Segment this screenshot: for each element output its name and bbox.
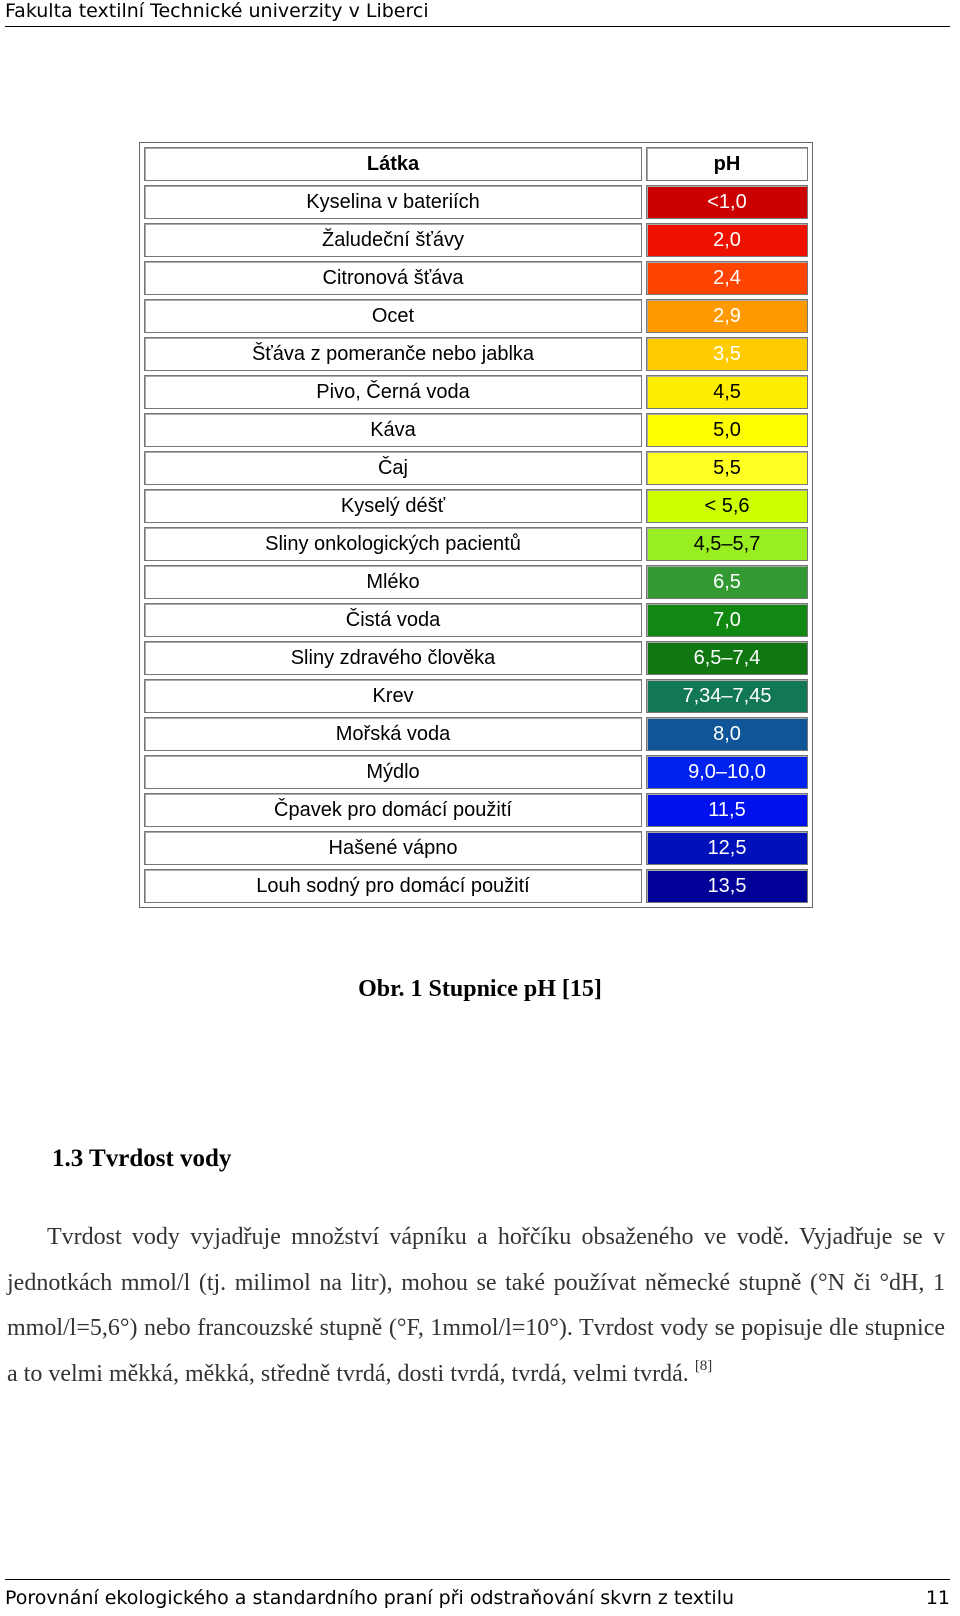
substance-cell: Mořská voda — [144, 717, 642, 751]
table-row — [144, 527, 808, 561]
page-footer — [5, 1579, 950, 1610]
ph-value-cell: 7,34–7,45 — [646, 679, 808, 713]
table-row — [144, 679, 808, 713]
table-row — [144, 717, 808, 751]
reference-marker: [8] — [694, 1357, 713, 1374]
ph-value-cell: 11,5 — [646, 793, 808, 827]
ph-value-cell: 9,0–10,0 — [646, 755, 808, 789]
substance-cell: Čistá voda — [144, 603, 642, 637]
substance-cell: Hašené vápno — [144, 831, 642, 865]
substance-cell: Sliny onkologických pacientů — [144, 527, 642, 561]
ph-value-cell: 3,5 — [646, 337, 808, 371]
table-row — [144, 755, 808, 789]
body-text — [7, 1215, 945, 1397]
table-row — [144, 337, 808, 371]
table-row — [144, 603, 808, 637]
column-header-ph: pH — [646, 147, 808, 181]
substance-cell: Mýdlo — [144, 755, 642, 789]
table-row — [144, 413, 808, 447]
page-number: 11 — [925, 1587, 950, 1609]
table-row — [144, 489, 808, 523]
table-row — [144, 869, 808, 903]
substance-cell: Louh sodný pro domácí použití — [144, 869, 642, 903]
substance-cell: Žaludeční šťávy — [144, 223, 642, 257]
substance-cell: Čaj — [144, 451, 642, 485]
ph-value-cell: 5,0 — [646, 413, 808, 447]
ph-value-cell: < 5,6 — [646, 489, 808, 523]
substance-cell: Sliny zdravého člověka — [144, 641, 642, 675]
table-row — [144, 299, 808, 333]
ph-value-cell: 6,5–7,4 — [646, 641, 808, 675]
substance-cell: Krev — [144, 679, 642, 713]
ph-value-cell: 2,0 — [646, 223, 808, 257]
paragraph — [7, 1215, 945, 1397]
ph-value-cell: 2,9 — [646, 299, 808, 333]
ph-value-cell: 13,5 — [646, 869, 808, 903]
ph-value-cell: 6,5 — [646, 565, 808, 599]
table-row — [144, 375, 808, 409]
ph-value-cell: 4,5–5,7 — [646, 527, 808, 561]
substance-cell: Citronová šťáva — [144, 261, 642, 295]
substance-cell: Ocet — [144, 299, 642, 333]
column-header-substance: Látka — [144, 147, 642, 181]
table-row — [144, 451, 808, 485]
substance-cell: Čpavek pro domácí použití — [144, 793, 642, 827]
substance-cell: Pivo, Černá voda — [144, 375, 642, 409]
ph-scale-table — [139, 142, 813, 908]
table-body — [144, 185, 808, 903]
ph-value-cell: 8,0 — [646, 717, 808, 751]
figure-caption: Obr. 1 Stupnice pH [15] — [358, 976, 602, 1002]
substance-cell: Káva — [144, 413, 642, 447]
substance-cell: Šťáva z pomeranče nebo jablka — [144, 337, 642, 371]
ph-value-cell: 7,0 — [646, 603, 808, 637]
section-title: 1.3 Tvrdost vody — [52, 1145, 232, 1172]
substance-cell: Kyselina v bateriích — [144, 185, 642, 219]
footer-title: Porovnání ekologického a standardního praní při odstraňování skvrn z textilu — [5, 1587, 735, 1609]
substance-cell: Mléko — [144, 565, 642, 599]
substance-cell: Kyselý déšť — [144, 489, 642, 523]
table-header-row — [144, 147, 808, 181]
ph-value-cell: 12,5 — [646, 831, 808, 865]
table-row — [144, 261, 808, 295]
table-row — [144, 185, 808, 219]
ph-value-cell: <1,0 — [646, 185, 808, 219]
ph-value-cell: 4,5 — [646, 375, 808, 409]
table-row — [144, 831, 808, 865]
page-header: Fakulta textilní Technické univerzity v Liberci — [5, 0, 950, 27]
table-row — [144, 223, 808, 257]
table-row — [144, 793, 808, 827]
table-row — [144, 641, 808, 675]
paragraph-text: Tvrdost vody vyjadřuje množství vápníku a hořčíku obsaženého ve vodě. Vyjadřuje se v jednotkách mmol/l (tj. milimol na litr), mohou se také používat německé stupně (°N či °dH, 1 mmol/l=5,6°) nebo francouzské stupně (°F, 1mmol/l=10°). Tvrdost vody se popisuje dle stupnice a to velmi měkká, měkká, středně tvrdá, dosti tvrdá, tvrdá, velmi tvrdá. — [7, 1224, 945, 1387]
ph-value-cell: 2,4 — [646, 261, 808, 295]
ph-value-cell: 5,5 — [646, 451, 808, 485]
table-row — [144, 565, 808, 599]
